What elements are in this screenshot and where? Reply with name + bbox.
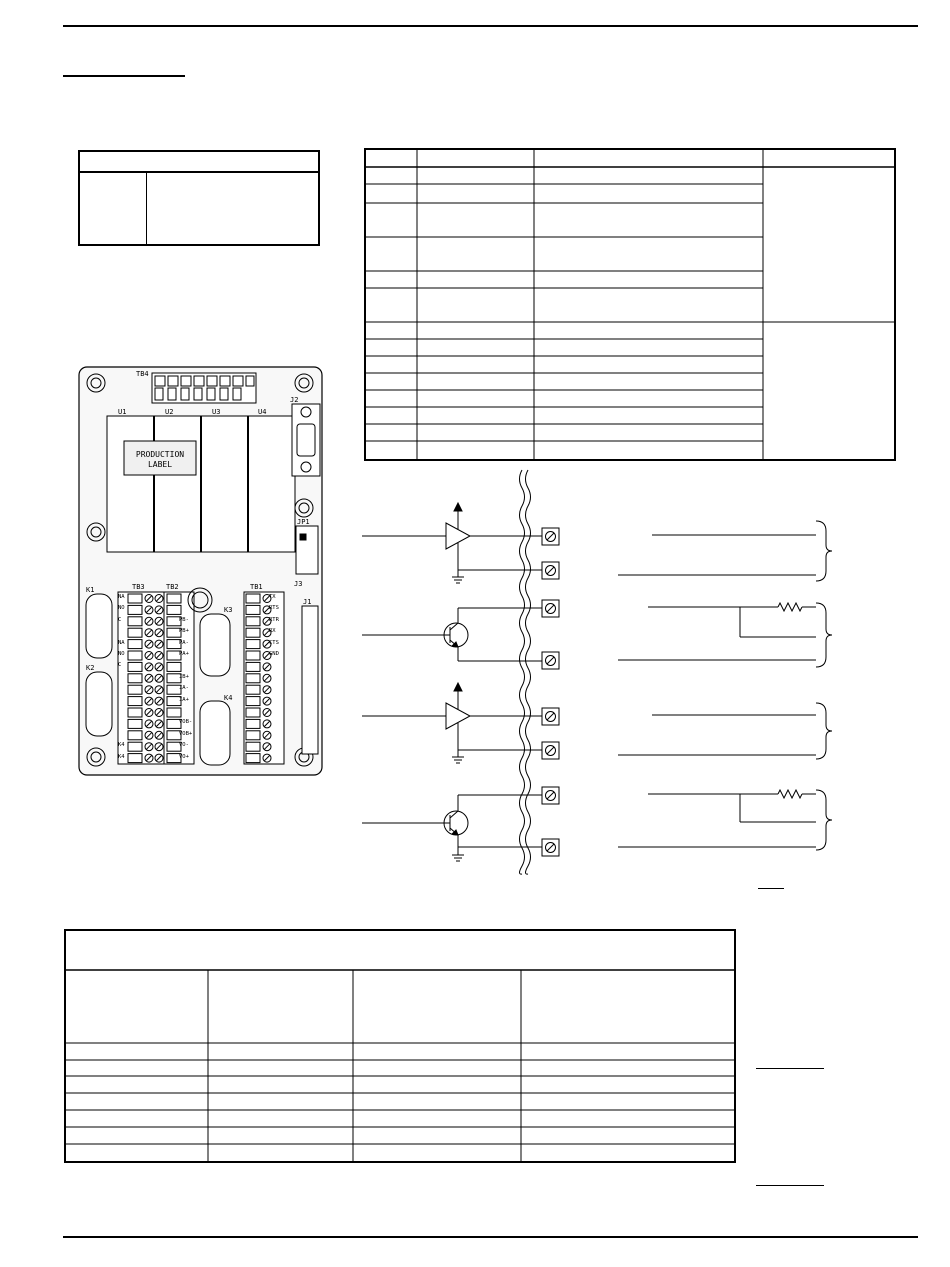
tb2-pin-label: IA- <box>179 685 189 692</box>
k3-label: K3 <box>224 606 233 614</box>
terminal-slot <box>128 594 142 603</box>
tb3-pin-label: K4 <box>118 753 125 760</box>
tb1-label: TB1 <box>250 583 263 591</box>
terminal-slot <box>128 685 142 694</box>
terminal-slot <box>246 719 260 728</box>
production-label-line-2: LABEL <box>147 460 173 469</box>
tb2-pin-label: PA- <box>179 639 189 646</box>
terminal-slot <box>246 685 260 694</box>
k2-label: K2 <box>86 664 95 672</box>
terminal-table-grid <box>364 148 896 461</box>
terminal-slot <box>128 742 142 751</box>
tb2-pin-label: IA+ <box>179 696 189 703</box>
break-line-left <box>520 470 525 874</box>
bottom-rule <box>63 1236 918 1238</box>
tb2-pin-label: PB- <box>179 616 189 623</box>
tb1-pin-label: RX <box>269 628 276 635</box>
j3-label: J3 <box>294 580 303 588</box>
tb4-strip <box>152 373 256 403</box>
terminal-slot <box>128 708 142 717</box>
circuit-4-transistor <box>362 790 832 861</box>
terminal-slot <box>128 674 142 683</box>
tb2-pin-label: VO+ <box>179 753 189 760</box>
module-label-u3: U3 <box>212 408 221 416</box>
j2-label: J2 <box>290 396 299 404</box>
tb3-pin-label: NA <box>118 639 125 646</box>
circuit-board <box>78 366 323 776</box>
tb3-pin-label: C <box>118 616 122 623</box>
heading-underline <box>63 75 185 77</box>
terminal-slot <box>246 594 260 603</box>
terminal-slot <box>128 651 142 660</box>
break-line-right <box>526 470 531 874</box>
tb2-pin-labels <box>179 592 199 764</box>
tb2-pin-label: VO- <box>179 742 189 749</box>
terminal-slot <box>128 697 142 706</box>
terminal-slot <box>128 754 142 763</box>
tb1-pin-label: RTR <box>269 616 279 623</box>
terminal-slot <box>246 617 260 626</box>
tb1-pin-label: RTS <box>269 605 279 612</box>
module-label-u2: U2 <box>165 408 174 416</box>
terminal-slot <box>246 754 260 763</box>
terminal-slot <box>128 617 142 626</box>
tb3-pin-label: K4 <box>118 742 125 749</box>
terminal-slot <box>128 640 142 649</box>
production-label-line-1: PRODUCTION <box>135 450 185 459</box>
terminal-slot <box>246 651 260 660</box>
tb4-label: TB4 <box>136 370 149 378</box>
tb1-terminals <box>246 594 271 763</box>
bottom-table <box>64 929 736 1163</box>
circuit-3-buffer <box>362 683 832 763</box>
spec-table-header-row <box>80 152 318 173</box>
terminal-table <box>364 148 896 461</box>
terminal-slot <box>128 605 142 614</box>
tb3-pin-label: C <box>118 662 122 669</box>
terminal-slot <box>128 719 142 728</box>
spec-table <box>78 150 320 246</box>
tb1-pin-label: TX <box>269 594 276 600</box>
tb1-pin-label: CTS <box>269 639 279 646</box>
wiring-schematic <box>360 465 860 885</box>
terminal-slot <box>246 697 260 706</box>
k1-label: K1 <box>86 586 95 594</box>
tb3-pin-label: NO <box>118 605 125 612</box>
jp1-header <box>296 526 318 574</box>
bottom-table-grid <box>64 929 736 1163</box>
tb1-pin-labels <box>269 592 291 764</box>
tb3-pin-labels <box>118 592 130 764</box>
circuit-2-transistor <box>362 603 832 667</box>
j1-label: J1 <box>303 598 312 606</box>
tb2-pin-label: PB+ <box>179 628 189 635</box>
terminal-slot <box>128 662 142 671</box>
side-underline-2 <box>756 1185 824 1186</box>
terminal-slot <box>128 731 142 740</box>
tb2-pin-label: VOB+ <box>179 730 193 737</box>
module-area <box>107 416 295 552</box>
terminal-slot <box>246 708 260 717</box>
module-label-u1: U1 <box>118 408 127 416</box>
terminal-slot <box>246 674 260 683</box>
tb1-pin-label: GND <box>269 651 279 657</box>
terminal-slot <box>246 742 260 751</box>
jp1-label: JP1 <box>297 518 310 526</box>
tb2-pin-label: IB+ <box>179 673 189 680</box>
j2-connector <box>292 404 320 476</box>
tb3-pin-label: NO <box>118 651 125 657</box>
tb2-label: TB2 <box>166 583 179 591</box>
tb3-label: TB3 <box>132 583 145 591</box>
k4-label: K4 <box>224 694 233 702</box>
terminal-slot <box>246 662 260 671</box>
circuit-1-buffer <box>362 503 832 583</box>
tb2-pin-label: PA+ <box>179 651 189 657</box>
j1-connector <box>302 606 318 754</box>
terminal-screws <box>542 528 559 856</box>
top-rule <box>63 25 918 27</box>
tb3-pin-label: NA <box>118 594 125 600</box>
spec-table-column-divider <box>146 173 147 244</box>
terminal-slot <box>246 640 260 649</box>
terminal-slot <box>246 731 260 740</box>
terminal-slot <box>246 605 260 614</box>
terminal-slot <box>128 628 142 637</box>
note-underline-short <box>758 888 784 889</box>
tb2-pin-label: VOB- <box>179 719 193 726</box>
terminal-slot <box>246 628 260 637</box>
module-label-u4: U4 <box>258 408 267 416</box>
side-underline-1 <box>756 1068 824 1069</box>
